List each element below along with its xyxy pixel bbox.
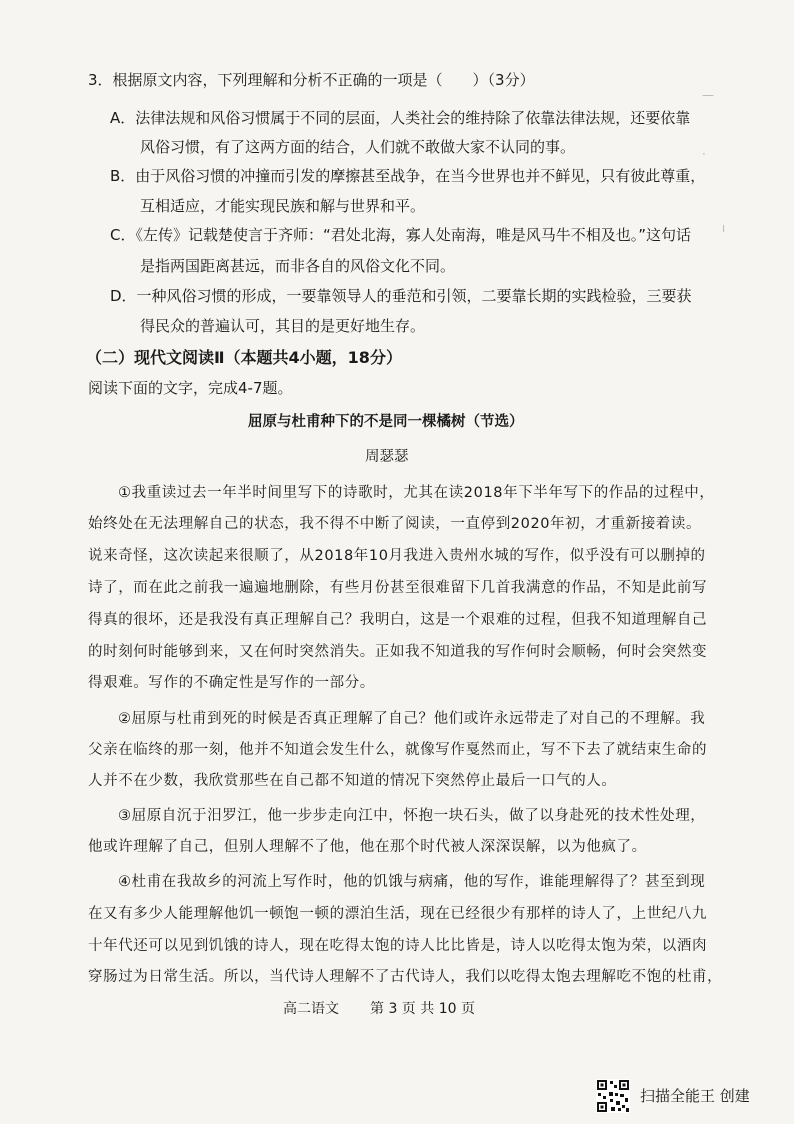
passage-line: ①我重读过去一年半时间里写下的诗歌时，尤其在读2018年下半年写下的作品的过程中， xyxy=(118,485,715,501)
footer-page-info: 第 3 页 共 10 页 xyxy=(370,1001,475,1017)
scanner-brand: 扫描全能王 创建 xyxy=(640,1087,750,1105)
option-a-line-1: A．法律法规和风俗习惯属于不同的层面，人类社会的维持除了依靠法律法规，还要依靠 xyxy=(110,109,691,127)
bleed-through-mark: ╷ xyxy=(720,218,728,232)
passage-line: 穿肠过为日常生活。所以，当代诗人理解不了古代诗人，我们以吃得太饱去理解吃不饱的杜甫， xyxy=(88,969,723,985)
option-c-line-2: 是指两国距离甚远，而非各自的风俗文化不同。 xyxy=(140,257,456,275)
footer-course: 高二语文 xyxy=(283,1001,339,1017)
passage-line: 父亲在临终的那一刻，他并不知道会发生什么，就像写作戛然而止，写不下去了就结束生命的 xyxy=(88,742,708,758)
section-heading: （二）现代文阅读Ⅱ（本题共4小题，18分） xyxy=(86,348,402,367)
passage-line: 得真的很坏，还是我没有真正理解自己？我明白，这是一个艰难的过程，但我不知道理解自己 xyxy=(88,612,708,628)
option-b-line-2: 互相适应，才能实现民族和解与世界和平。 xyxy=(140,197,426,215)
bleed-through-mark: · xyxy=(702,147,706,161)
passage-line: 十年代还可以见到饥饿的诗人，现在吃得太饱的诗人比比皆是，诗人以吃得太饱为荣，以酒肉 xyxy=(88,938,708,954)
passage-line: 他或许理解了自己，但别人理解不了他，他在那个时代被人深深误解，以为他疯了。 xyxy=(88,839,647,855)
passage-line: 始终处在无法理解自己的状态，我不得不中断了阅读，一直停到2020年初，才重新接着读。 xyxy=(88,516,702,532)
bleed-through-mark: — xyxy=(702,88,714,102)
passage-line: 得艰难。写作的不确定性是写作的一部分。 xyxy=(88,675,375,691)
passage-line: 的时刻何时能够到来，又在何时突然消失。正如我不知道我的写作何时会顺畅，何时会突然变 xyxy=(88,644,708,660)
passage-line: ③屈原自沉于汨罗江，他一步步走向江中，怀抱一块石头，做了以身赴死的技术性处理， xyxy=(118,808,706,824)
option-b-line-1: B．由于风俗习惯的冲撞而引发的摩擦甚至战争，在当今世界也并不鲜见，只有彼此尊重， xyxy=(110,167,706,185)
option-a-line-2: 风俗习惯，有了这两方面的结合，人们就不敢做大家不认同的事。 xyxy=(140,138,576,156)
option-c-line-1: C．《左传》记载楚使言于齐师：“君处北海，寡人处南海，唯是风马牛不相及也。”这句话 xyxy=(110,226,692,244)
qr-code-icon xyxy=(596,1079,630,1113)
passage-line: 人并不在少数，我欣赏那些在自己都不知道的情况下突然停止最后一口气的人。 xyxy=(88,773,617,789)
passage-line: 说来奇怪，这次读起来很顺了，从2018年10月我进入贵州水城的写作，似乎没有可以删掉的 xyxy=(88,548,706,564)
reading-instruction: 阅读下面的文字，完成4-7题。 xyxy=(88,379,293,397)
option-d-line-1: D．一种风俗习惯的形成，一要靠领导人的垂范和引领，二要靠长期的实践检验，三要获 xyxy=(110,287,692,305)
passage-line: ④杜甫在我故乡的河流上写作时，他的饥饿与病痛，他的写作，谁能理解得了？甚至到现 xyxy=(118,874,706,890)
passage-line: 在又有多少人能理解他饥一顿饱一顿的漂泊生活，现在已经很少有那样的诗人了，上世纪八九 xyxy=(88,906,708,922)
passage-title: 屈原与杜甫种下的不是同一棵橘树（节选） xyxy=(248,414,524,430)
option-d-line-2: 得民众的普遍认可，其目的是更好地生存。 xyxy=(140,317,426,335)
question-3-stem: 3．根据原文内容，下列理解和分析不正确的一项是（ ）（3分） xyxy=(88,71,535,89)
passage-author: 周瑟瑟 xyxy=(365,449,409,465)
passage-line: 诗了，而在此之前我一遍遍地删除，有些月份甚至很难留下几首我满意的作品，不知是此前写 xyxy=(88,580,708,596)
passage-line: ②屈原与杜甫到死的时候是否真正理解了自己？他们或许永远带走了对自己的不理解。我 xyxy=(118,711,706,727)
